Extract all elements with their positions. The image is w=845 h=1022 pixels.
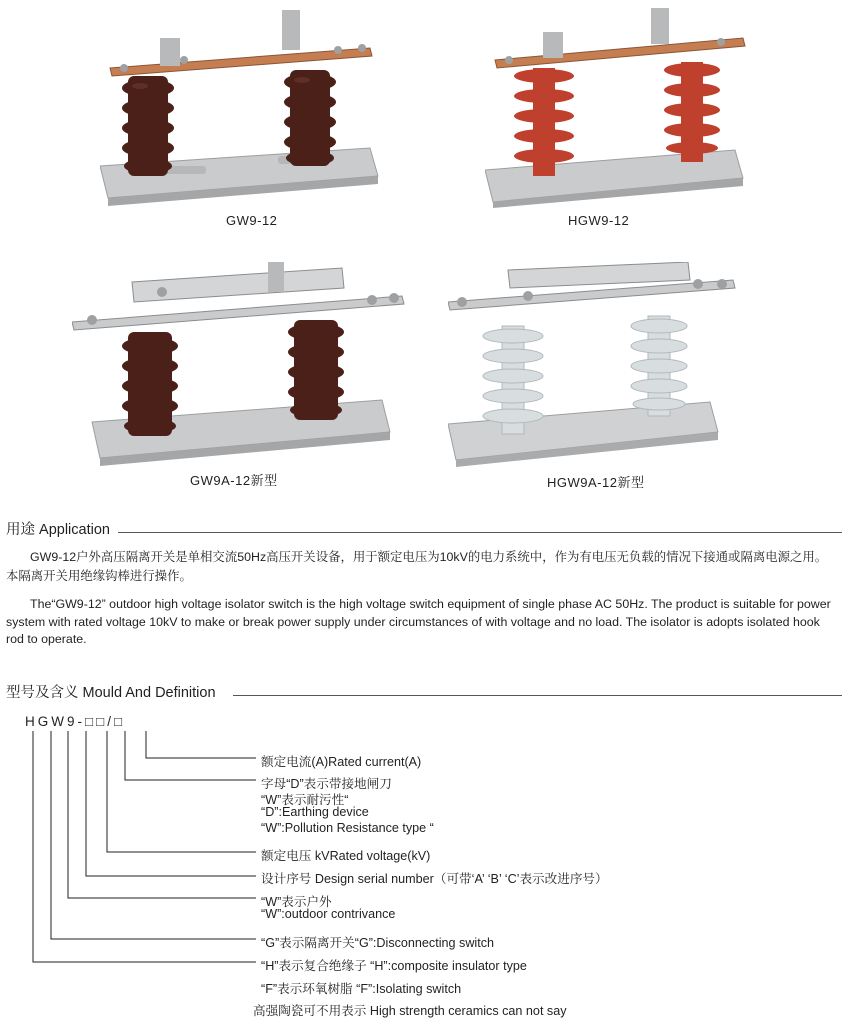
product-caption: HGW9A-12新型 <box>547 475 645 490</box>
model-label-outdoor-cn: “W”表示户外 <box>261 895 332 909</box>
model-label-earthing-en: “D”:Earthing device <box>261 805 369 819</box>
model-label-composite: “H”表示复合绝缘子 “H”:composite insulator type <box>261 959 527 973</box>
application-text-en: The“GW9-12” outdoor high voltage isolator switch is the high voltage switch equipment of single phase AC 50Hz. The product is suitable for power system with rated voltage 10kV to make or break power supply under circumstances of with voltage and no load. The isolator is adopts isolated hook rod to operate. <box>6 597 831 646</box>
model-label-rated-current: 额定电流(A)Rated current(A) <box>261 755 422 769</box>
product-caption: GW9A-12新型 <box>190 473 278 488</box>
model-heading: 型号及含义 Mould And Definition <box>6 685 216 701</box>
model-label-epoxy: “F”表示环氧树脂 “F”:Isolating switch <box>261 982 462 996</box>
model-label-outdoor-en: “W”:outdoor contrivance <box>261 907 396 921</box>
model-label-pollution-en: “W”:Pollution Resistance type “ <box>261 821 434 835</box>
model-label-ceramics: 高强陶瓷可不用表示 High strength ceramics can not say <box>253 1004 567 1018</box>
model-label-design-serial: 设计序号 Design serial number（可带‘A’ ‘B’ ‘C’表示改进序号） <box>261 872 608 886</box>
model-label-earthing: 字母“D”表示带接地闸刀 <box>261 777 392 791</box>
model-label-pollution-cn: “W”表示耐污性“ <box>261 793 349 807</box>
product-caption: HGW9-12 <box>568 213 630 228</box>
model-label-disconnecting: “G”表示隔离开关“G”:Disconnecting switch <box>261 936 495 950</box>
product-caption: GW9-12 <box>226 213 278 228</box>
application-text-cn: GW9-12户外高压隔离开关是单相交流50Hz高压开关设备，用于额定电压为10kV的电力系统中，作为有电压无负载的情况下接通或隔离电源之用。本隔离开关用绝缘钩棒进行操作。 <box>6 550 828 583</box>
model-code: HGW9-□□/□ <box>25 714 126 729</box>
model-label-rated-voltage: 额定电压 kVRated voltage(kV) <box>261 849 431 863</box>
application-heading: 用途 Application <box>6 522 110 538</box>
